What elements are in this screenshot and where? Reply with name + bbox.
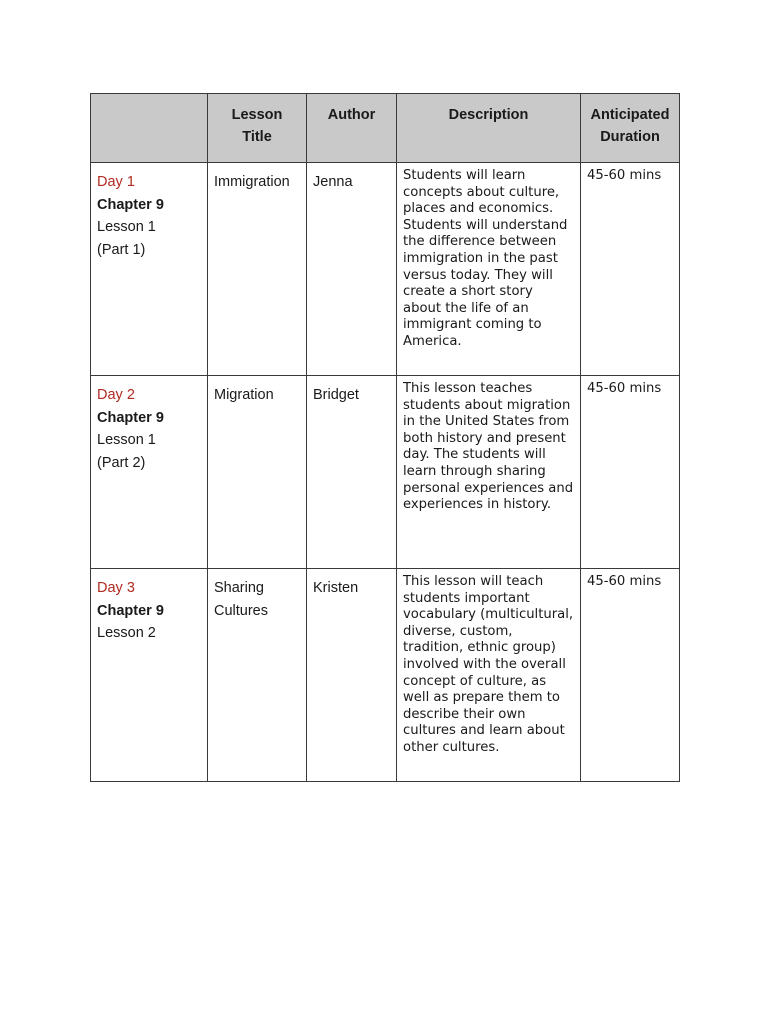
description-cell: This lesson teaches students about migration in the United States from both history and present day. The students will learn through sharing personal experiences and experiences in history.: [397, 376, 581, 569]
lesson-title-cell: [208, 376, 307, 569]
header-lesson-title-line1: Lesson: [231, 107, 283, 123]
header-day: [91, 94, 208, 163]
header-lesson-title: [208, 94, 307, 163]
day-cell: [91, 376, 208, 569]
table-row: [91, 163, 680, 376]
part-label: (Part 1): [97, 241, 146, 258]
table-row: [91, 376, 680, 569]
table-header-row: [91, 94, 680, 163]
duration-cell: 45-60 mins: [581, 163, 680, 376]
chapter-label: Chapter 9: [97, 602, 164, 619]
description-cell: This lesson will teach students important vocabulary (multicultural, diverse, custom, tradition, ethnic group) involved with the overall concept of culture, as well as prepare them to describe their own cultures and learn about other cultures.: [397, 569, 581, 782]
author-cell: [307, 376, 397, 569]
lesson-title-line2: Cultures: [214, 602, 268, 619]
header-duration-line2: Duration: [600, 129, 660, 145]
lesson-title-line1: Sharing: [214, 580, 264, 596]
description-cell: Students will learn concepts about culture, places and economics. Students will understand the difference between immigration in the past versus today. They will create a short story about the life of an immigrant coming to America.: [397, 163, 581, 376]
lesson-plan-table: [90, 93, 680, 782]
duration-cell: 45-60 mins: [581, 569, 680, 782]
header-lesson-title-line2: Title: [242, 129, 272, 145]
part-label: (Part 2): [97, 454, 146, 471]
author-name: Kristen: [313, 580, 359, 596]
lesson-label: Lesson 1: [97, 219, 156, 235]
lesson-title-cell: [208, 569, 307, 782]
author-name: Jenna: [313, 174, 353, 190]
day-label: Day 2: [97, 387, 135, 403]
duration-cell: 45-60 mins: [581, 376, 680, 569]
lesson-label: Lesson 2: [97, 625, 156, 641]
lesson-title-line1: Immigration: [214, 174, 290, 190]
day-cell: [91, 163, 208, 376]
chapter-label: Chapter 9: [97, 409, 164, 426]
author-cell: [307, 569, 397, 782]
chapter-label: Chapter 9: [97, 196, 164, 213]
header-description: Description: [397, 94, 581, 163]
author-cell: [307, 163, 397, 376]
lesson-label: Lesson 1: [97, 432, 156, 448]
day-cell: [91, 569, 208, 782]
header-duration: [581, 94, 680, 163]
table-row: [91, 569, 680, 782]
header-duration-line1: Anticipated: [590, 107, 670, 123]
day-label: Day 3: [97, 580, 135, 596]
author-name: Bridget: [313, 387, 359, 403]
lesson-title-cell: [208, 163, 307, 376]
lesson-title-line1: Migration: [214, 387, 274, 403]
day-label: Day 1: [97, 174, 135, 190]
header-author: Author: [307, 94, 397, 163]
